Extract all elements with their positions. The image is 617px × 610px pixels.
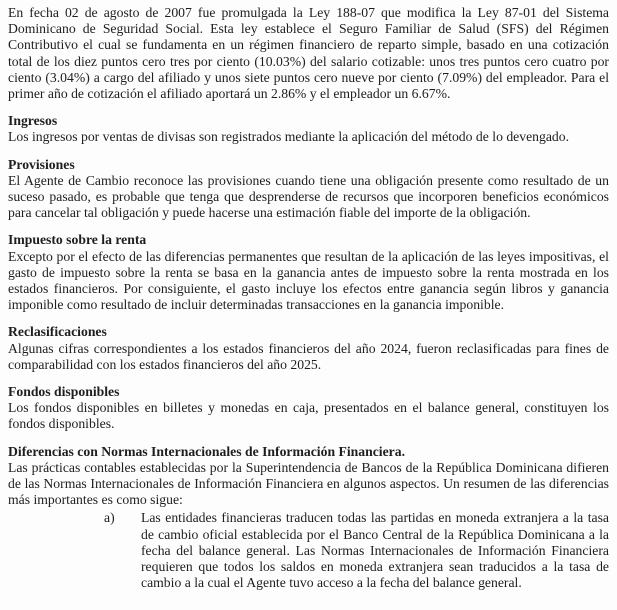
list-item-marker: a) [104,510,115,526]
intro-paragraph: En fecha 02 de agosto de 2007 fue promulgada la Ley 188-07 que modifica la Ley 87-01 del Sistema Dominicano de Seguridad Social. Esta ley establece el Seguro Familiar de Salud (SFS) del Régimen Contributivo el cual se fundamenta en un régimen financiero de reparto simple, basado en una cotización total de los diez puntos cero tres por ciento (10.03%) del salario cotizable: unos tres puntos cero cuatro por ciento (3.04%) a cargo del afiliado y unos siete puntos cero nueve por ciento (7.09%) del empleador. Para el primer año de cotización el afiliado aportará un 2.86% y el empleador un 6.67%. [8,5,609,102]
section-impuesto-sobre-la-renta [8,232,609,313]
section-heading: Diferencias con Normas Internacionales de Información Financiera. [8,443,406,459]
section-heading: Impuesto sobre la renta [8,232,147,248]
section-heading: Provisiones [8,156,75,172]
section-ingresos [8,113,609,145]
list-item-text: Las entidades financieras traducen todas las partidas en moneda extranjera a la tasa de cambio oficial establecida por el Banco Central de la República Dominicana a la fecha del balance general. Las Normas Internacionales de Información Financiera requieren que todos los saldos en moneda extranjera sean traducidos a la tasa de cambio a la cual el Agente tuvo acceso a la fecha del balance general. [141,510,609,591]
section-body: Las prácticas contables establecidas por la Superintendencia de Bancos de la República Dominicana difieren de las Normas Internacionales de Información Financiera en algunos aspectos. Un resumen de las diferencias más importantes es como sigue: [8,459,609,508]
section-heading: Reclasificaciones [8,324,107,340]
section-body: Los fondos disponibles en billetes y monedas en caja, presentados en el balance general, constituyen los fondos disponibles. [8,400,609,432]
section-heading: Ingresos [8,113,58,129]
section-fondos-disponibles [8,384,609,433]
section-body: Excepto por el efecto de las diferencias permanentes que resultan de la aplicación de las leyes impositivas, el gasto de impuesto sobre la renta se basa en la ganancia antes de impuesto sobre la renta mostrada en los estados financieros. Por consiguiente, el gasto incluye los efectos entre ganancia según libros y ganancia imponible como resultado de incluir determinadas transacciones en la ganancia imponible. [8,248,609,313]
list-item [8,510,609,591]
section-diferencias-niif [8,444,609,509]
section-body: Algunas cifras correspondientes a los estados financieros del año 2024, fueron reclasificadas para fines de comparabilidad con los estados financieros del año 2025. [8,340,609,372]
section-body: Los ingresos por ventas de divisas son registrados mediante la aplicación del método de lo devengado. [8,129,570,145]
section-provisiones [8,157,609,222]
section-heading: Fondos disponibles [8,384,120,400]
section-reclasificaciones [8,324,609,373]
section-body: El Agente de Cambio reconoce las provisiones cuando tiene una obligación presente como resultado de un suceso pasado, es probable que tenga que desprenderse de recursos que incorporen beneficios económicos para cancelar tal obligación y puede hacerse una estimación fiable del importe de la obligación. [8,172,609,221]
